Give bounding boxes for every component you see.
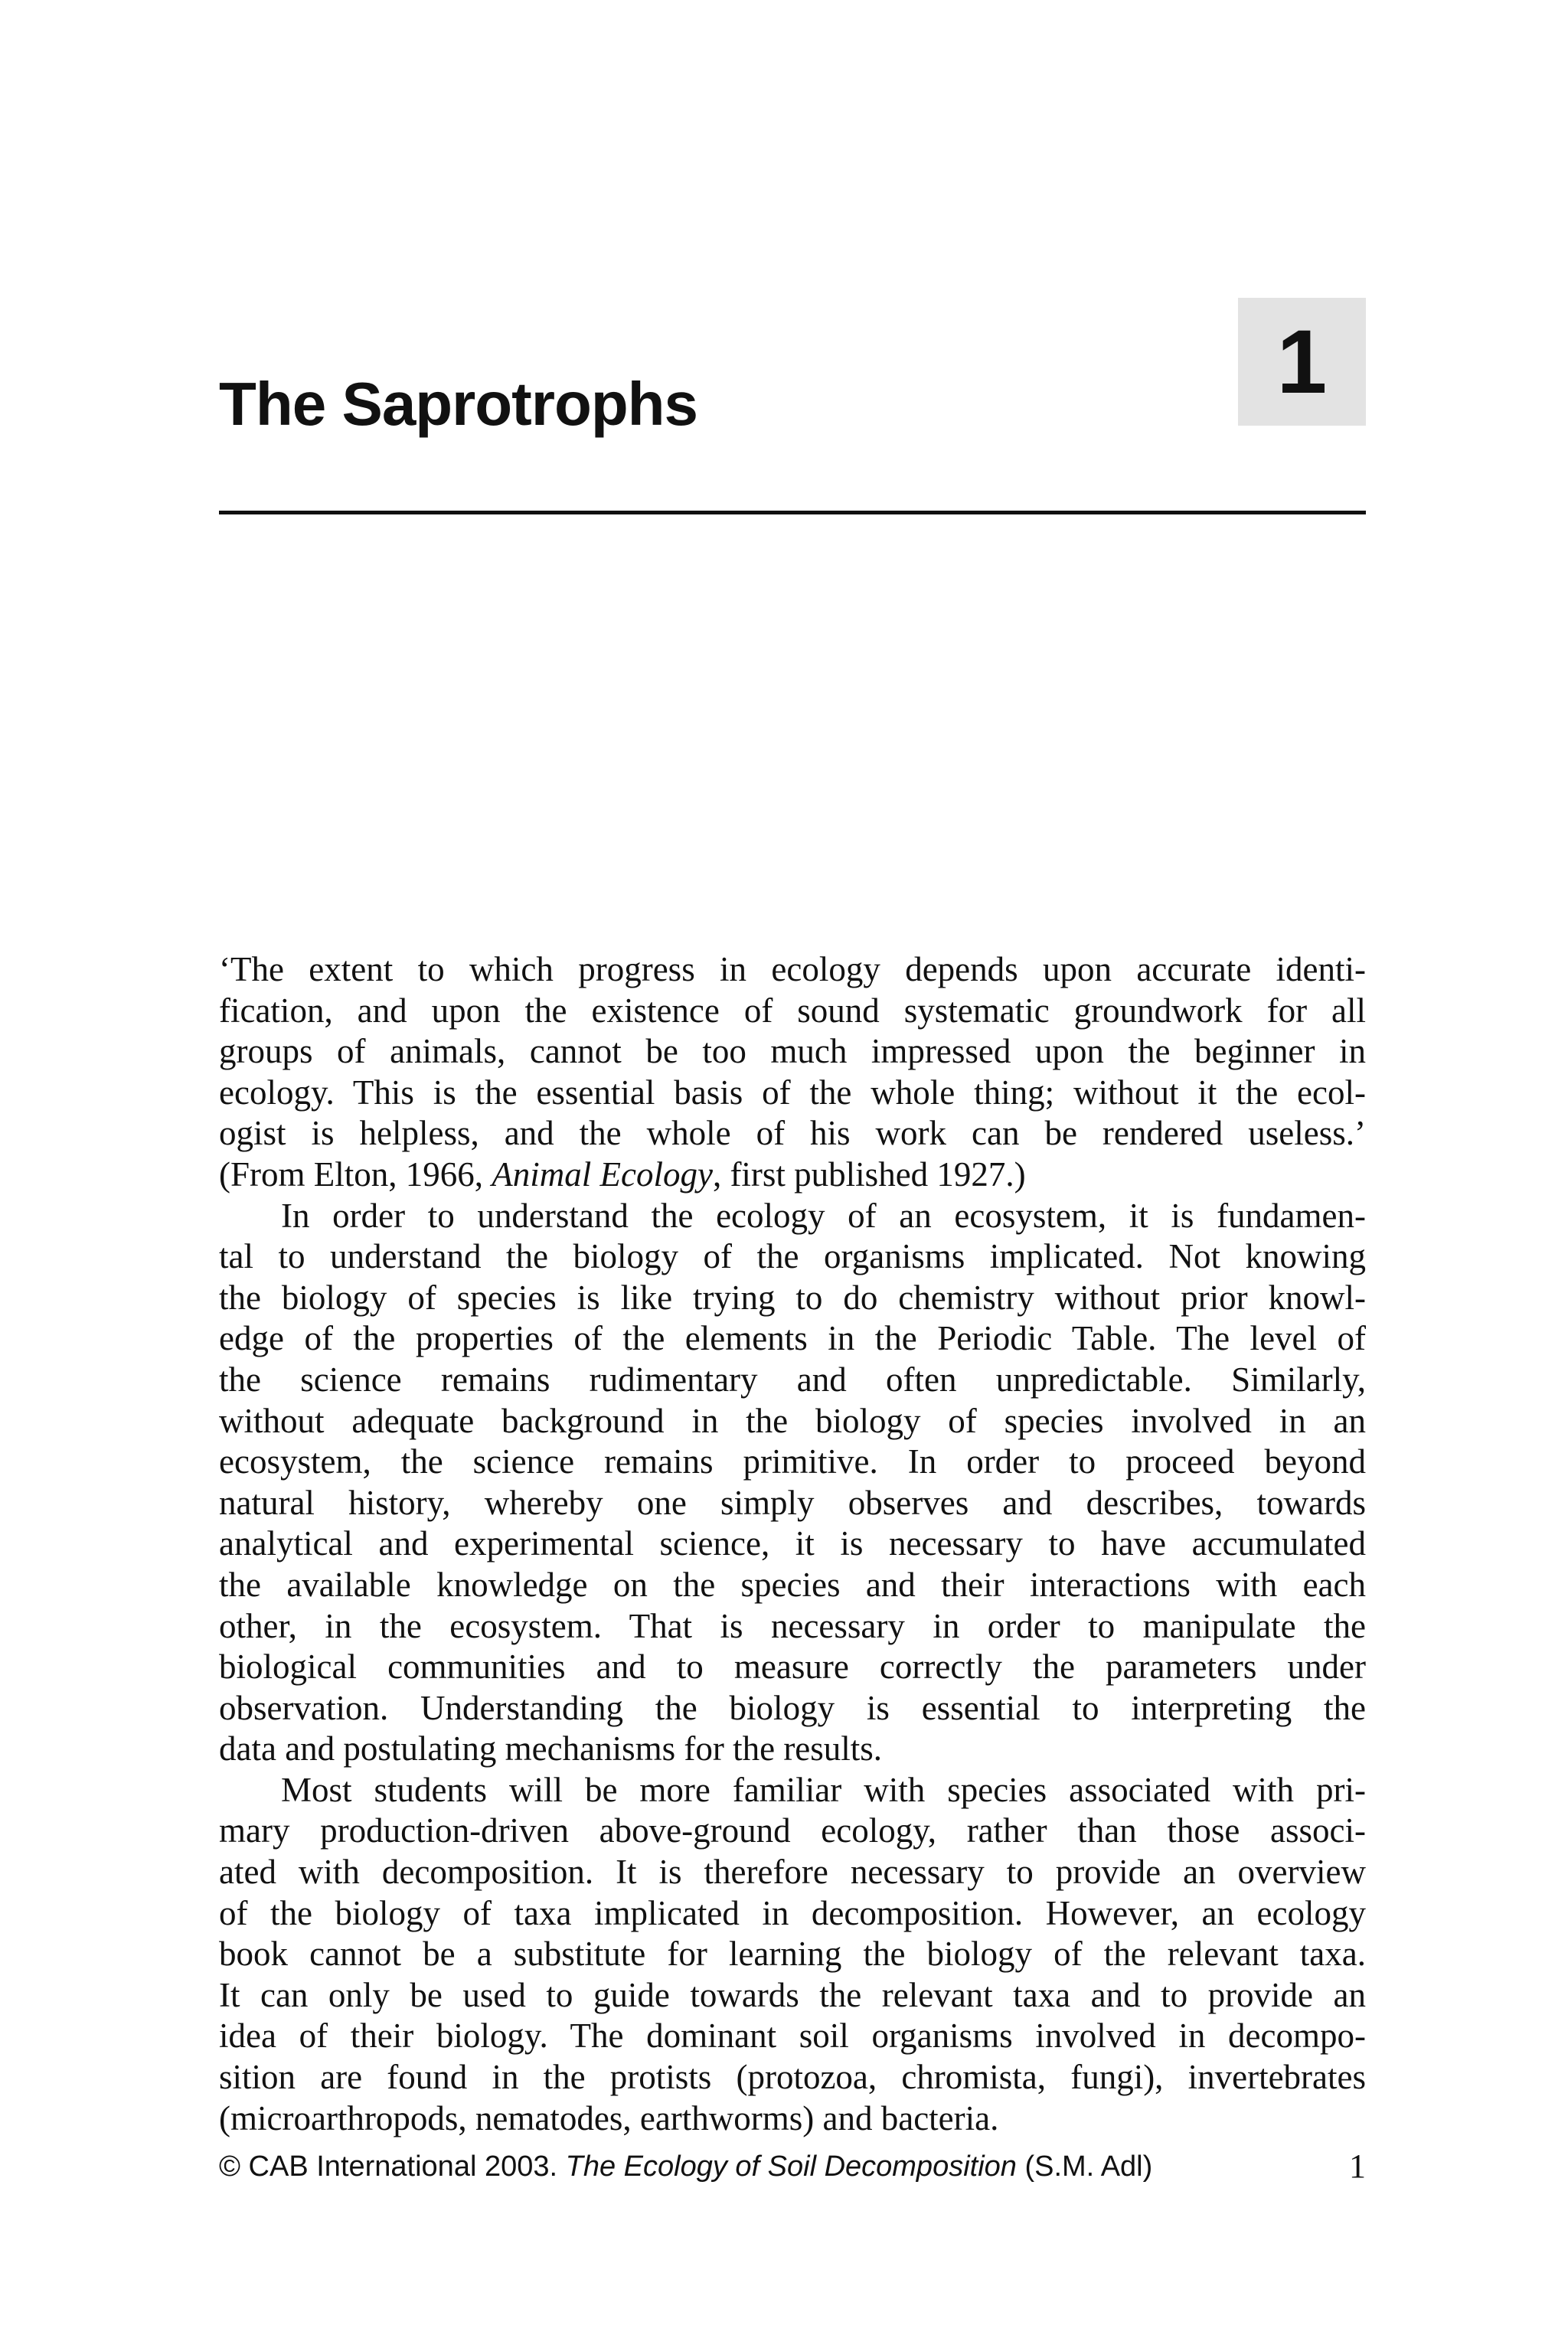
- text-line: of the biology of taxa implicated in decomposition. However, an ecology: [219, 1893, 1366, 1932]
- book-title: The Ecology of Soil Decomposition: [565, 2150, 1017, 2183]
- text-line: natural history, whereby one simply observes and describes, towards: [219, 1483, 1366, 1522]
- text-line: ‘The extent to which progress in ecology depends upon accurate identi-: [219, 950, 1366, 988]
- text-line: ecosystem, the science remains primitive. In order to proceed beyond: [219, 1442, 1366, 1481]
- citation-line: [219, 1154, 1366, 1196]
- copyright-line: [219, 2144, 1152, 2190]
- body-text: [219, 949, 1366, 2139]
- citation-suffix: , first published 1927.): [712, 1154, 1026, 1194]
- text-line: ogist is helpless, and the whole of his work can be rendered useless.’: [219, 1114, 1366, 1153]
- text-line: Most students will be more familiar with species associated with pri-: [281, 1770, 1366, 1809]
- text-line: fication, and upon the existence of sound systematic groundwork for all: [219, 991, 1366, 1030]
- text-line: the science remains rudimentary and often unpredictable. Similarly,: [219, 1360, 1366, 1399]
- page-number: 1: [1349, 2147, 1366, 2185]
- text-line: ated with decomposition. It is therefore necessary to provide an overview: [219, 1853, 1366, 1892]
- text-line: observation. Understanding the biology is essential to interpreting the: [219, 1688, 1366, 1727]
- text-line: (microarthropods, nematodes, earthworms) and bacteria.: [219, 2098, 999, 2137]
- text-line: groups of animals, cannot be too much impressed upon the beginner in: [219, 1032, 1366, 1071]
- title-rule: [219, 511, 1366, 514]
- author-text: (S.M. Adl): [1016, 2150, 1153, 2183]
- text-line: biological communities and to measure correctly the parameters under: [219, 1648, 1366, 1687]
- text-line: edge of the properties of the elements in the Periodic Table. The level of: [219, 1319, 1366, 1358]
- copyright-text: © CAB International 2003.: [219, 2150, 566, 2183]
- text-line: the biology of species is like trying to do chemistry without prior knowl-: [219, 1278, 1366, 1317]
- text-line: book cannot be a substitute for learning the biology of the relevant taxa.: [219, 1935, 1366, 1974]
- cited-book-title: Animal Ecology: [492, 1154, 713, 1194]
- text-line: without adequate background in the biology of species involved in an: [219, 1401, 1366, 1440]
- text-line: idea of their biology. The dominant soil organisms involved in decompo-: [219, 2017, 1366, 2056]
- text-line: It can only be used to guide towards the relevant taxa and to provide an: [219, 1975, 1366, 2014]
- citation-prefix: (From Elton, 1966,: [219, 1154, 492, 1194]
- chapter-number: 1: [1276, 311, 1328, 413]
- text-line: analytical and experimental science, it is necessary to have accumulated: [219, 1524, 1366, 1563]
- text-line: data and postulating mechanisms for the results.: [219, 1729, 883, 1768]
- text-line: In order to understand the ecology of an ecosystem, it is fundamen-: [281, 1196, 1366, 1235]
- text-line: other, in the ecosystem. That is necessary in order to manipulate the: [219, 1606, 1366, 1645]
- chapter-number-box: [1238, 298, 1366, 426]
- page-footer: [219, 2144, 1366, 2190]
- chapter-title: The Saprotrophs: [219, 370, 698, 438]
- text-line: ecology. This is the essential basis of the whole thing; without it the ecol-: [219, 1073, 1366, 1112]
- text-line: tal to understand the biology of the organisms implicated. Not knowing: [219, 1237, 1366, 1276]
- text-line: the available knowledge on the species and their interactions with each: [219, 1565, 1366, 1604]
- text-line: sition are found in the protists (protozoa, chromista, fungi), invertebrates: [219, 2058, 1366, 2097]
- text-line: mary production-driven above-ground ecology, rather than those associ-: [219, 1811, 1366, 1850]
